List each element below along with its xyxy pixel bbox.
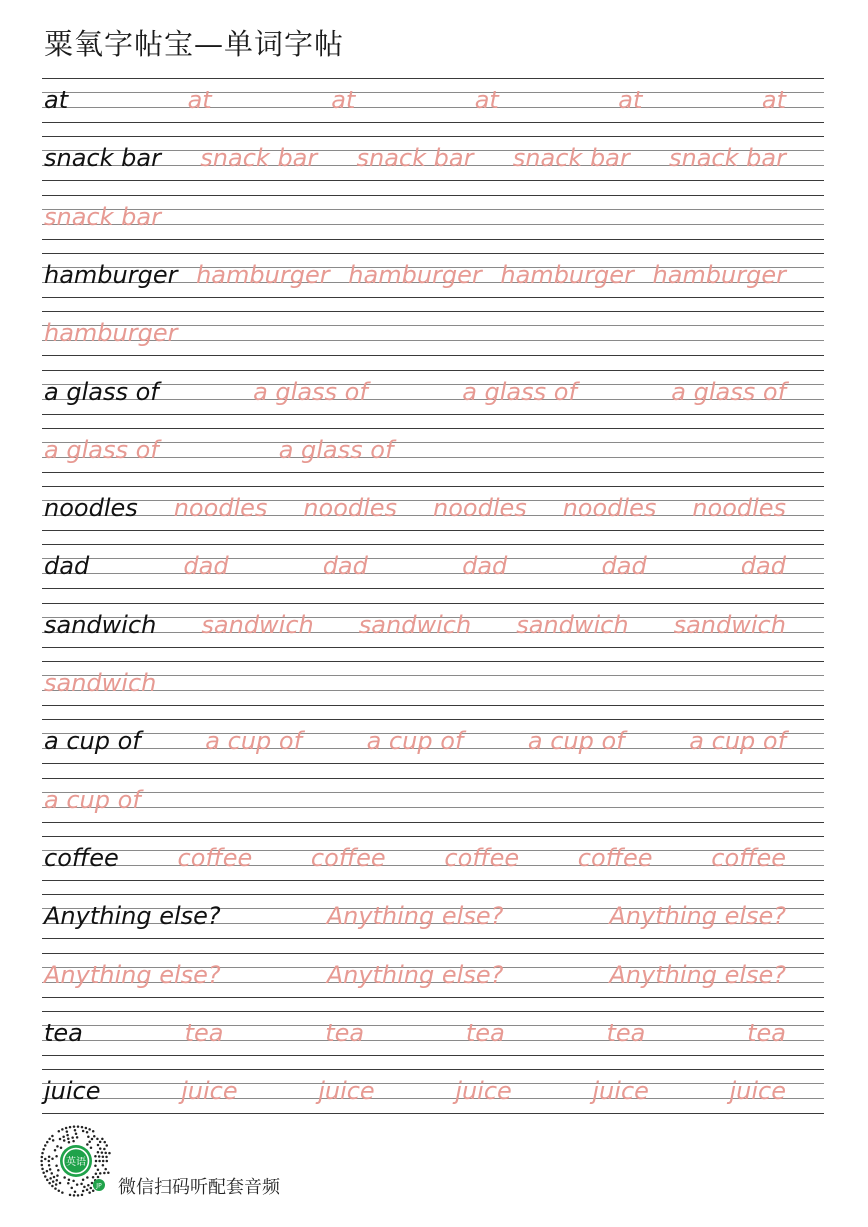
trace-word: sandwich: [201, 610, 314, 639]
model-word: tea: [44, 1018, 83, 1047]
trace-word: hamburger: [44, 319, 178, 348]
trace-word: snack bar: [669, 144, 786, 173]
guide-line: [42, 588, 824, 589]
guide-line: [42, 78, 824, 79]
trace-word: hamburger: [348, 260, 482, 289]
guide-line: [42, 122, 824, 123]
page-title: 粟氧字帖宝—单词字帖: [44, 27, 345, 61]
trace-word: noodles: [692, 494, 787, 523]
model-word: noodles: [44, 494, 138, 523]
guide-line: [42, 428, 824, 429]
guide-line: [42, 661, 824, 662]
trace-word: snack bar: [44, 202, 161, 231]
trace-word: coffee: [310, 843, 386, 872]
model-word: snack bar: [44, 144, 161, 173]
trace-word: coffee: [177, 843, 253, 872]
guide-line: [42, 690, 824, 691]
guide-line: [42, 850, 824, 851]
model-word: juice: [44, 1077, 101, 1106]
trace-word: a glass of: [278, 435, 394, 464]
trace-word: at: [187, 86, 212, 114]
trace-word: noodles: [303, 494, 398, 523]
trace-word: Anything else?: [326, 960, 504, 989]
trace-word: noodles: [562, 494, 657, 523]
audio-caption: 微信扫码听配套音频: [118, 1177, 280, 1198]
trace-word: dad: [601, 552, 647, 581]
trace-word: sandwich: [358, 610, 472, 639]
trace-word: coffee: [577, 843, 653, 872]
guide-line: [42, 894, 824, 895]
practice-row: [42, 1069, 824, 1114]
trace-word: juice: [455, 1077, 512, 1106]
guide-line: [42, 1011, 824, 1012]
guide-line: [42, 719, 824, 720]
guide-line: [42, 1113, 824, 1114]
guide-line: [42, 1040, 824, 1041]
practice-row: [42, 953, 824, 998]
trace-word: hamburger: [652, 260, 786, 289]
guide-line: [42, 195, 824, 196]
model-word: at: [44, 86, 69, 114]
trace-word: Anything else?: [609, 902, 787, 931]
trace-word: dad: [183, 552, 229, 581]
model-word: Anything else?: [44, 902, 221, 931]
guide-line: [42, 253, 824, 254]
practice-row: [42, 719, 824, 764]
guide-line: [42, 92, 824, 93]
trace-word: tea: [465, 1018, 505, 1047]
trace-word: tea: [747, 1018, 786, 1047]
trace-word: dad: [322, 552, 368, 581]
guide-line: [42, 1098, 824, 1099]
trace-word: a glass of: [462, 377, 577, 406]
guide-line: [42, 603, 824, 604]
trace-word: at: [761, 86, 787, 114]
practice-row: [42, 778, 824, 823]
trace-word: juice: [729, 1077, 787, 1106]
guide-line: [42, 442, 824, 443]
guide-line: [42, 792, 824, 793]
model-word: hamburger: [44, 260, 178, 289]
guide-line: [42, 180, 824, 181]
guide-line: [42, 107, 824, 108]
practice-row: [42, 544, 824, 589]
trace-word: tea: [184, 1018, 224, 1047]
guide-line: [42, 705, 824, 706]
guide-line: [42, 865, 824, 866]
practice-row: [42, 78, 824, 123]
trace-word: at: [331, 86, 356, 114]
practice-row: [42, 836, 824, 881]
practice-row: [42, 370, 824, 415]
trace-word: juice: [181, 1077, 238, 1106]
guide-line: [42, 647, 824, 648]
practice-row: [42, 311, 824, 356]
guide-line: [42, 836, 824, 837]
trace-word: dad: [462, 552, 508, 581]
trace-word: hamburger: [196, 260, 330, 289]
trace-word: noodles: [173, 494, 268, 523]
trace-word: juice: [592, 1077, 649, 1106]
trace-word: a cup of: [44, 785, 141, 814]
guide-line: [42, 807, 824, 808]
trace-word: a cup of: [205, 727, 303, 756]
trace-word: sandwich: [673, 610, 786, 639]
qr-corner-label: JP: [96, 1182, 102, 1190]
guide-line: [42, 544, 824, 545]
trace-word: snack bar: [200, 144, 318, 173]
model-word: sandwich: [44, 610, 157, 639]
trace-word: at: [474, 86, 499, 114]
trace-word: noodles: [433, 494, 527, 523]
trace-word: coffee: [711, 843, 787, 872]
practice-row: [42, 1011, 824, 1056]
guide-line: [42, 997, 824, 998]
guide-line: [42, 778, 824, 779]
trace-word: at: [618, 86, 643, 114]
trace-word: hamburger: [500, 260, 634, 289]
qr-badge-text: 英语: [66, 1157, 86, 1168]
model-word: coffee: [44, 843, 119, 872]
guide-line: [42, 1025, 824, 1026]
trace-word: a glass of: [253, 377, 368, 406]
model-word: dad: [44, 552, 90, 581]
guide-line: [42, 763, 824, 764]
guide-line: [42, 530, 824, 531]
trace-word: Anything else?: [609, 960, 787, 989]
trace-word: sandwich: [44, 669, 157, 697]
practice-row: [42, 253, 824, 298]
guide-line: [42, 457, 824, 458]
trace-word: a glass of: [671, 377, 787, 406]
guide-line: [42, 311, 824, 312]
practice-row: [42, 603, 824, 648]
trace-word: Anything else?: [44, 960, 221, 989]
guide-line: [42, 239, 824, 240]
trace-word: dad: [740, 552, 786, 581]
guide-line: [42, 1069, 824, 1070]
guide-line: [42, 472, 824, 473]
guide-line: [42, 486, 824, 487]
trace-word: a glass of: [44, 435, 159, 464]
guide-line: [42, 136, 824, 137]
trace-word: a cup of: [527, 727, 625, 756]
trace-word: coffee: [444, 843, 520, 872]
model-word: a glass of: [44, 377, 159, 406]
practice-row: [42, 894, 824, 939]
practice-row: [42, 195, 824, 240]
trace-word: a cup of: [366, 727, 464, 756]
qr-code-icon[interactable]: [40, 1125, 112, 1197]
practice-row: [42, 136, 824, 181]
practice-row: [42, 486, 824, 531]
practice-row: [42, 428, 824, 473]
guide-line: [42, 297, 824, 298]
trace-word: snack bar: [356, 144, 474, 173]
footer: [40, 1125, 540, 1205]
guide-line: [42, 558, 824, 559]
trace-word: tea: [325, 1018, 365, 1047]
guide-line: [42, 370, 824, 371]
guide-line: [42, 355, 824, 356]
guide-line: [42, 1083, 824, 1084]
practice-row: [42, 661, 824, 706]
trace-word: snack bar: [512, 144, 630, 173]
guide-line: [42, 675, 824, 676]
trace-word: Anything else?: [326, 902, 504, 931]
guide-line: [42, 1055, 824, 1056]
guide-line: [42, 938, 824, 939]
model-word: a cup of: [44, 727, 141, 756]
trace-word: tea: [606, 1018, 646, 1047]
guide-line: [42, 822, 824, 823]
guide-line: [42, 573, 824, 574]
guide-line: [42, 414, 824, 415]
trace-word: sandwich: [516, 610, 629, 639]
trace-word: juice: [318, 1077, 375, 1106]
guide-line: [42, 953, 824, 954]
guide-line: [42, 880, 824, 881]
trace-word: a cup of: [689, 727, 787, 756]
